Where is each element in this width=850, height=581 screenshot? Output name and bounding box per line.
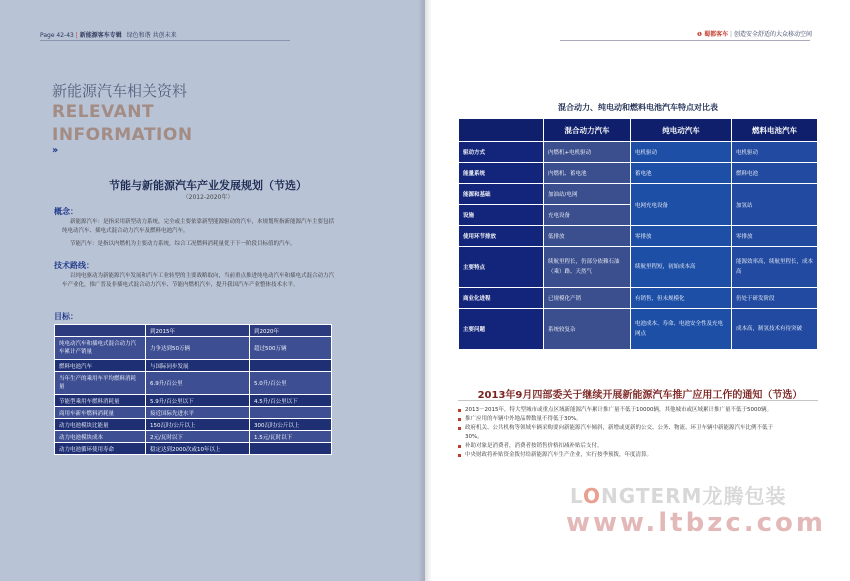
table-row xyxy=(55,372,332,395)
table-cell: 动力电池模块成本 xyxy=(55,431,146,443)
targets-label: 目标： xyxy=(54,312,78,321)
table-cell: 接近国际先进水平 xyxy=(146,407,250,419)
table-cell: 电池成本、寿命、电池安全性及充电网点 xyxy=(631,309,732,350)
table-header: 燃料电池汽车 xyxy=(732,119,818,142)
list-item: 2013－2015年，特大型城市或重点区域新能源汽车累计推广量不低于10000辆，其他城市或区域累计推广量不低于5000辆。 xyxy=(458,406,778,415)
concept-label: 概念： xyxy=(54,207,78,216)
table-cell: 能源和基础 xyxy=(459,184,544,205)
table-cell: 燃料电池汽车 xyxy=(55,360,146,372)
concept-paragraph-2: 节能汽车：是指以内燃机为主要动力系统，综合工况燃料消耗量优于下一阶段目标值的汽车。 xyxy=(70,241,296,247)
table-cell: 蓄电池 xyxy=(631,163,732,184)
left-header: Page 42-43 | 新能源客车专辑 绿色和谐 共创未来 xyxy=(40,32,177,39)
table-row xyxy=(459,247,818,288)
table-cell: 仍处于研发阶段 xyxy=(732,288,818,309)
table-cell: 设施 xyxy=(459,205,544,226)
table-row xyxy=(459,142,818,163)
table-row xyxy=(459,309,818,350)
table-cell: 6.9升/百公里 xyxy=(146,372,250,395)
header-rule xyxy=(40,40,290,41)
list-item: 中央财政将补贴资金拨付给新能源汽车生产企业，实行按季预拨，年度清算。 xyxy=(458,451,778,460)
table-cell: 内燃机、蓄电池 xyxy=(544,163,631,184)
table-cell: 5.9升/百公里以下 xyxy=(146,395,250,407)
page-title-en xyxy=(52,101,193,147)
table-cell: 电网充电设备 xyxy=(631,184,732,226)
table-cell: 已规模化产销 xyxy=(544,288,631,309)
notice-rule xyxy=(458,400,818,401)
table-cell: 商用车新车燃料消耗量 xyxy=(55,407,146,419)
table-cell: 节能型乘用车燃料消耗量 xyxy=(55,395,146,407)
table-cell: 当年生产的乘用车平均燃料消耗量 xyxy=(55,372,146,395)
table-cell: 力争达到50万辆 xyxy=(146,337,250,360)
route-label: 技术路线： xyxy=(54,261,94,270)
table-cell: 成本高，制氢技术有待突破 xyxy=(732,309,818,350)
table-cell: 低排放 xyxy=(544,226,631,247)
table-cell: 能量系统 xyxy=(459,163,544,184)
table-cell: 电机驱动 xyxy=(631,142,732,163)
section-subtitle: （2012-2020年） xyxy=(182,194,234,201)
brand-logo: ❶ 蜀都客车 xyxy=(696,31,729,38)
table-header xyxy=(55,325,146,337)
concept-paragraph-1: 新能源汽车：是指采用新型动力系统，完全或主要依靠新型能源驱动的汽车，本规划所指新能源汽车主要包括纯电动汽车、插电式混合动力汽车及燃料电池汽车。 xyxy=(62,219,335,234)
table-row xyxy=(55,360,332,372)
title-en-line1: RELEVANT xyxy=(52,102,155,122)
table-cell: 主要特点 xyxy=(459,247,544,288)
page-gutter xyxy=(418,0,432,581)
table-cell: 动力电池模块比能量 xyxy=(55,419,146,431)
section-name: 新能源客车专辑 xyxy=(79,32,122,39)
table-cell: 300瓦时/公斤以上 xyxy=(250,419,332,431)
table-row xyxy=(55,395,332,407)
table-header-row xyxy=(55,325,332,337)
notice-title: 2013年9月四部委关于继续开展新能源汽车推广应用工作的通知（节选） xyxy=(477,390,803,401)
header-rule xyxy=(560,40,810,41)
table-cell: 主要问题 xyxy=(459,309,544,350)
table-cell: 动力电池循环使用寿命 xyxy=(55,443,146,455)
table-header-row xyxy=(459,119,818,142)
table-header: 到2015年 xyxy=(146,325,250,337)
page-number: Page 42-43 xyxy=(40,32,74,39)
table-cell: 与国际同步发展 xyxy=(146,360,250,372)
table-row xyxy=(459,226,818,247)
table-cell: 驱动方式 xyxy=(459,142,544,163)
page-title: 新能源汽车相关资料 xyxy=(52,82,188,100)
table-cell: 商业化进程 xyxy=(459,288,544,309)
table-cell: 使用环节排放 xyxy=(459,226,544,247)
table-cell: 有销售，但未规模化 xyxy=(631,288,732,309)
table-header: 纯电动汽车 xyxy=(631,119,732,142)
table-row xyxy=(459,163,818,184)
list-item: 政府机关、公共机构等领域车辆采购要向新能源汽车倾斜，新增或更新的公交、公务、物流、环卫车辆中新能源汽车比例不低于30%。 xyxy=(458,424,778,442)
table-cell: 内燃机+电机驱动 xyxy=(544,142,631,163)
table-cell: 零排放 xyxy=(732,226,818,247)
targets-table xyxy=(54,324,332,455)
table-cell: 纯电动汽车和插电式混合动力汽车累计产销量 xyxy=(55,337,146,360)
table-cell: 加氢站 xyxy=(732,184,818,226)
table-cell: 能源效率高，续航里程长，成本高 xyxy=(732,247,818,288)
table-cell: 续航里程短，初始成本高 xyxy=(631,247,732,288)
list-item: 补助对象是消费者，消费者按销售价格扣减补贴后支付。 xyxy=(458,442,778,451)
table-row xyxy=(55,407,332,419)
table-cell: 4.5升/百公里以下 xyxy=(250,395,332,407)
table-cell: 零排放 xyxy=(631,226,732,247)
table-row xyxy=(459,184,818,205)
table-cell: 超过500万辆 xyxy=(250,337,332,360)
chevron-icon: ›› xyxy=(52,145,57,156)
compare-title: 混合动力、纯电动和燃料电池汽车特点对比表 xyxy=(558,103,718,112)
table-cell: 5.0升/百公里 xyxy=(250,372,332,395)
table-row xyxy=(55,443,332,455)
section-title: 节能与新能源汽车产业发展规划（节选） xyxy=(109,179,307,192)
table-cell: 电机驱动 xyxy=(732,142,818,163)
table-cell: 燃料电池 xyxy=(732,163,818,184)
table-row xyxy=(459,288,818,309)
table-cell xyxy=(250,407,332,419)
table-cell: 续航里程长，仍部分依赖石油（乘）路、天然气 xyxy=(544,247,631,288)
table-cell xyxy=(250,360,332,372)
table-row xyxy=(55,337,332,360)
watermark-logo: LONGTERM龙腾包装 xyxy=(570,484,787,508)
route-paragraph: 以纯电驱动为新能源汽车发展和汽车工业转型的主要战略取向，当前重点推进纯电动汽车和插电式混合动力汽车产业化，推广普及非插电式混合动力汽车、节能内燃机汽车，提升我国汽车产业整体技术水平。 xyxy=(62,273,335,288)
table-cell: 150瓦时/公斤以上 xyxy=(146,419,250,431)
brand-slogan: 创造安全舒适的大众移动空间 xyxy=(733,31,812,38)
table-cell xyxy=(250,443,332,455)
table-cell: 系统较复杂 xyxy=(544,309,631,350)
table-header: 混合动力汽车 xyxy=(544,119,631,142)
watermark-url: www.ltbzc.com xyxy=(566,508,827,538)
header-slogan: 绿色和谐 共创未来 xyxy=(126,32,177,39)
notice-list xyxy=(458,406,778,460)
table-row xyxy=(55,431,332,443)
table-cell: 2元/瓦时以下 xyxy=(146,431,250,443)
title-en-line2: INFORMATION xyxy=(52,125,193,145)
list-item: 推广应用的车辆中外地品牌数量不得低于30%。 xyxy=(458,415,778,424)
table-header: 到2020年 xyxy=(250,325,332,337)
compare-table xyxy=(458,118,818,350)
table-row xyxy=(55,419,332,431)
table-cell: 稳定达到2000次或10年以上 xyxy=(146,443,250,455)
table-cell: 充电设备 xyxy=(544,205,631,226)
table-cell: 加油站/电网 xyxy=(544,184,631,205)
table-cell: 1.5元/瓦时以下 xyxy=(250,431,332,443)
right-header: ❶ 蜀都客车 | 创造安全舒适的大众移动空间 xyxy=(696,31,812,38)
table-header xyxy=(459,119,544,142)
